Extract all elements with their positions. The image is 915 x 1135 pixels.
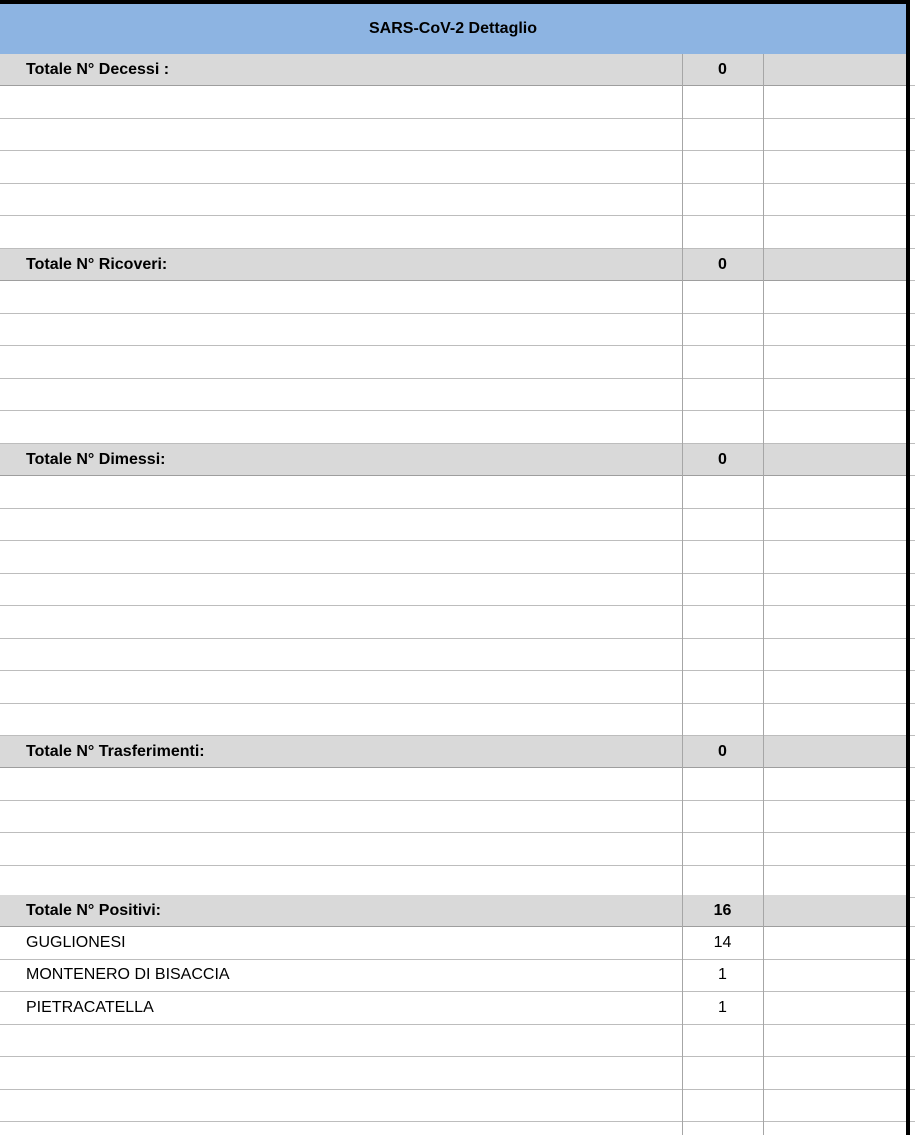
empty-row[interactable] <box>0 1090 906 1123</box>
gridline-stub <box>910 670 915 671</box>
section-total: 0 <box>718 255 727 273</box>
gridline-stub <box>910 703 915 704</box>
section-total: 0 <box>718 742 727 760</box>
empty-row[interactable] <box>0 768 906 801</box>
gridline-stub <box>910 345 915 346</box>
gridline-stub <box>910 1056 915 1057</box>
section-total: 0 <box>718 450 727 468</box>
section-total: 0 <box>718 60 727 78</box>
empty-row[interactable] <box>0 281 906 314</box>
empty-row[interactable] <box>0 606 906 639</box>
row-label: PIETRACATELLA <box>26 998 154 1016</box>
gridline-stub <box>910 508 915 509</box>
empty-row[interactable] <box>0 346 906 379</box>
gridline-stub <box>910 865 915 866</box>
empty-row[interactable] <box>0 509 906 542</box>
right-border <box>906 0 910 1135</box>
gridline-stub <box>910 1089 915 1090</box>
row-value: 14 <box>713 933 732 951</box>
empty-row[interactable] <box>0 151 906 184</box>
table-row[interactable] <box>0 960 906 993</box>
gridline-stub <box>910 378 915 379</box>
section-total: 16 <box>713 901 732 919</box>
empty-row[interactable] <box>0 216 906 249</box>
gridline-stub <box>910 540 915 541</box>
empty-row[interactable] <box>0 801 906 834</box>
sheet-title-header <box>0 4 906 55</box>
empty-row[interactable] <box>0 379 906 412</box>
gridline-stub <box>910 959 915 960</box>
section-header-row[interactable] <box>0 895 906 927</box>
empty-row[interactable] <box>0 184 906 217</box>
section-label: Totale N° Dimessi: <box>26 450 166 468</box>
row-value: 1 <box>718 998 727 1016</box>
gridline-stub <box>910 183 915 184</box>
gridline-stub <box>910 573 915 574</box>
empty-row[interactable] <box>0 86 906 119</box>
gridline-stub <box>910 313 915 314</box>
empty-row[interactable] <box>0 1025 906 1058</box>
column-divider-value <box>682 54 683 1135</box>
empty-row[interactable] <box>0 704 906 737</box>
section-header-row[interactable] <box>0 249 906 281</box>
table-row[interactable] <box>0 992 906 1025</box>
row-label: MONTENERO DI BISACCIA <box>26 966 230 984</box>
empty-row[interactable] <box>0 476 906 509</box>
gridline-stub <box>910 410 915 411</box>
gridline-stub <box>910 1024 915 1025</box>
gridline-stub <box>910 215 915 216</box>
empty-row[interactable] <box>0 574 906 607</box>
table-row[interactable] <box>0 927 906 960</box>
empty-row[interactable] <box>0 639 906 672</box>
gridline-stub <box>910 1121 915 1122</box>
gridline-stub <box>910 280 915 281</box>
empty-row[interactable] <box>0 119 906 152</box>
gridline-stub <box>910 926 915 927</box>
gridline-stub <box>910 638 915 639</box>
empty-row[interactable] <box>0 671 906 704</box>
empty-row[interactable] <box>0 833 906 866</box>
section-header-row[interactable] <box>0 444 906 476</box>
section-header-row[interactable] <box>0 736 906 768</box>
empty-row[interactable] <box>0 1057 906 1090</box>
empty-row[interactable] <box>0 411 906 444</box>
row-value: 1 <box>718 966 727 984</box>
sheet-title: SARS-CoV-2 Dettaglio <box>368 20 537 37</box>
gridline-stub <box>910 735 915 736</box>
gridline-stub <box>910 800 915 801</box>
section-label: Totale N° Decessi : <box>26 60 170 78</box>
empty-row[interactable] <box>0 541 906 574</box>
empty-row[interactable] <box>0 314 906 347</box>
gridline-stub <box>910 897 915 898</box>
gridline-stub <box>910 475 915 476</box>
row-label: GUGLIONESI <box>26 933 126 951</box>
section-label: Totale N° Ricoveri: <box>26 255 168 273</box>
gridline-stub <box>910 248 915 249</box>
gridline-stub <box>910 150 915 151</box>
gridline-stub <box>910 767 915 768</box>
gridline-stub <box>910 443 915 444</box>
gridline-stub <box>910 832 915 833</box>
empty-row[interactable] <box>0 866 906 899</box>
gridline-stub <box>910 605 915 606</box>
section-label: Totale N° Trasferimenti: <box>26 742 205 760</box>
gridline-stub <box>910 118 915 119</box>
gridline-stub <box>910 991 915 992</box>
section-label: Totale N° Positivi: <box>26 901 162 919</box>
column-divider-extra <box>763 54 764 1135</box>
section-header-row[interactable] <box>0 54 906 86</box>
gridline-stub <box>910 85 915 86</box>
